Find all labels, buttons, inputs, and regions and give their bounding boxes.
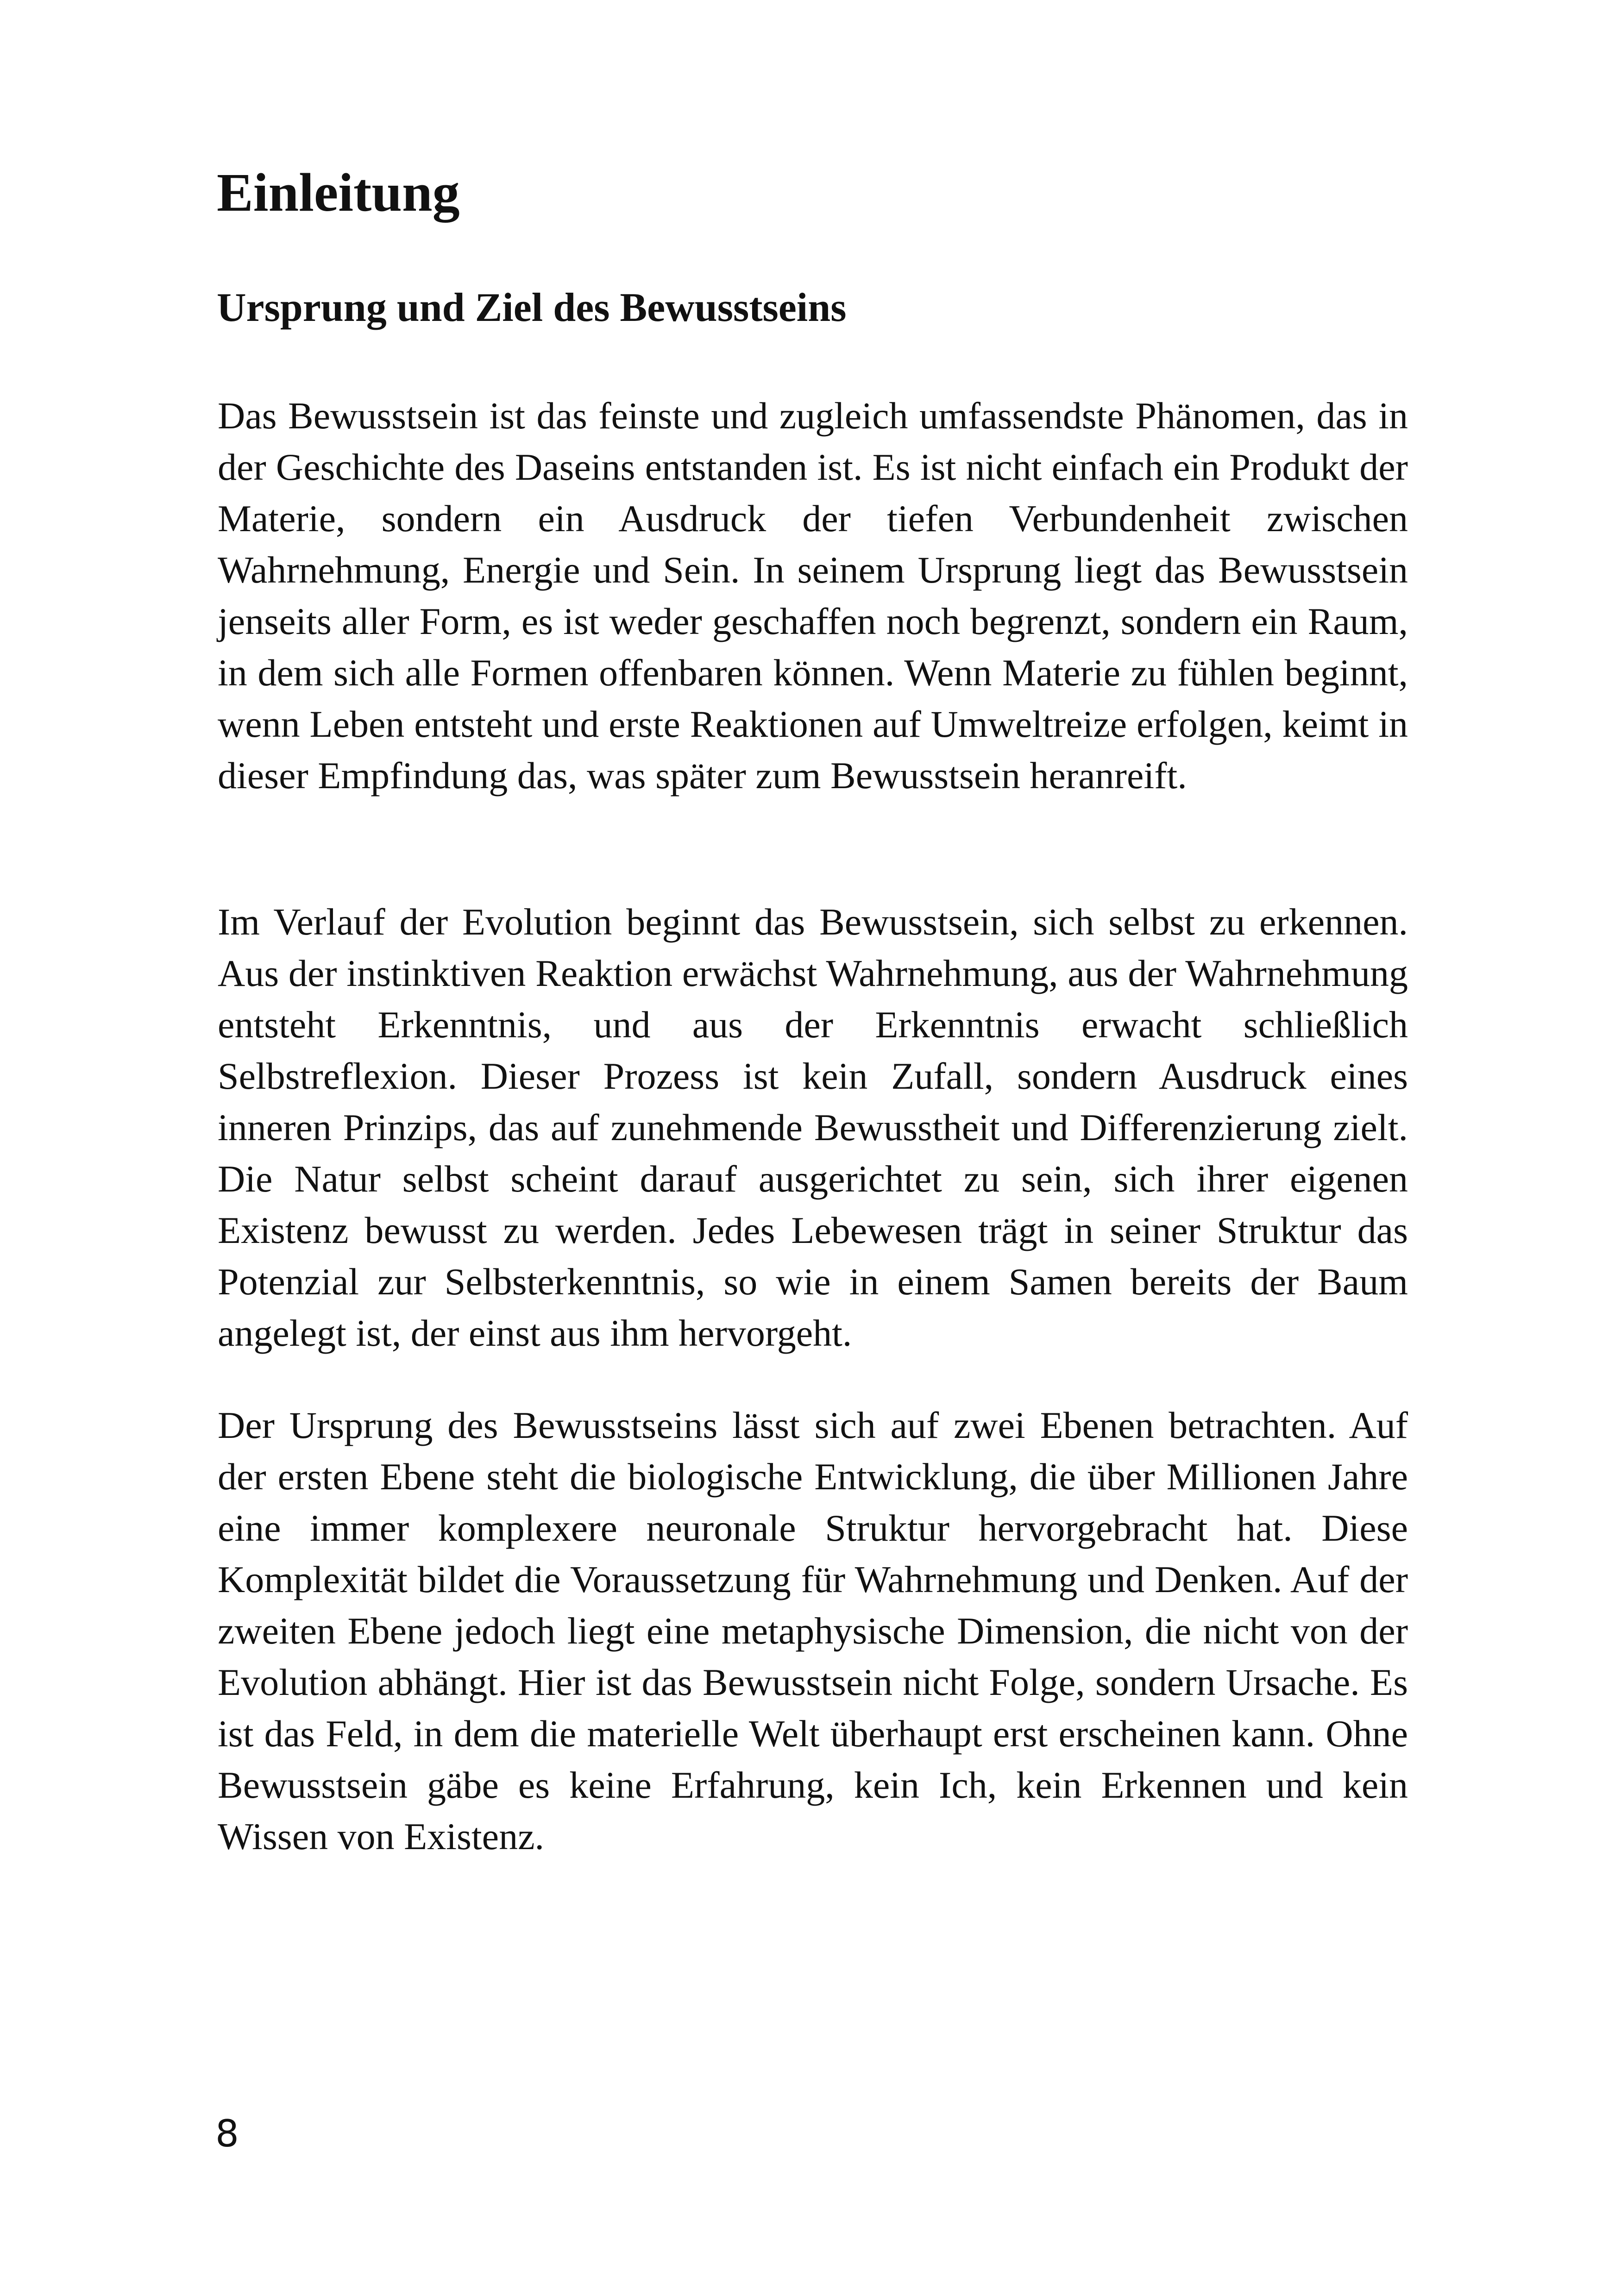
section-title: Ursprung und Ziel des Bewusstseins bbox=[217, 285, 847, 330]
page-number: 8 bbox=[215, 2112, 239, 2155]
body-paragraph: Im Verlauf der Evolution beginnt das Bewusstsein, sich selbst zu erkennen. Aus der instinktiven Reaktion erwächst Wahrnehmung, aus der Wahrnehmung entsteht Erkenntnis, und aus der Erkenntnis erwacht schließlich Selbstreflexion. Dieser Prozess ist kein Zufall, sondern Ausdruck eines inneren Prinzips, das auf zunehmende Bewusstheit und Differenzierung zielt. Die Natur selbst scheint darauf ausgerichtet zu sein, sich ihrer eigenen Existenz bewusst zu werden. Jedes Lebewesen trägt in seiner Struktur das Potenzial zur Selbsterkenntnis, so wie in einem Samen bereits der Baum angelegt ist, der einst aus ihm hervorgeht. bbox=[218, 901, 1408, 1354]
chapter-title: Einleitung bbox=[217, 162, 460, 223]
body-paragraph: Das Bewusstsein ist das feinste und zugleich umfassendste Phänomen, das in der Geschichte des Daseins entstanden ist. Es ist nicht einfach ein Produkt der Materie, sondern ein Ausdruck der tiefen Verbundenheit zwischen Wahrnehmung, Energie und Sein. In seinem Ursprung liegt das Bewusstsein jenseits aller Form, es ist weder geschaffen noch begrenzt, sondern ein Raum, in dem sich alle Formen offenbaren können. Wenn Materie zu fühlen beginnt, wenn Leben entsteht und erste Reaktionen auf Umweltreize erfolgen, keimt in dieser Empfindung das, was später zum Bewusstsein heranreift. bbox=[218, 395, 1408, 797]
body-paragraph: Der Ursprung des Bewusstseins lässt sich auf zwei Ebenen betrachten. Auf der ersten Ebene steht die biologische Entwicklung, die über Millionen Jahre eine immer komplexere neuronale Struktur hervorgebracht hat. Diese Komplexität bildet die Voraussetzung für Wahrnehmung und Denken. Auf der zweiten Ebene jedoch liegt eine metaphysische Dimension, die nicht von der Evolution abhängt. Hier ist das Bewusstsein nicht Folge, sondern Ursache. Es ist das Feld, in dem die materielle Welt überhaupt erst erscheinen kann. Ohne Bewusstsein gäbe es keine Erfahrung, kein Ich, kein Erkennen und kein Wissen von Existenz. bbox=[218, 1404, 1408, 1857]
